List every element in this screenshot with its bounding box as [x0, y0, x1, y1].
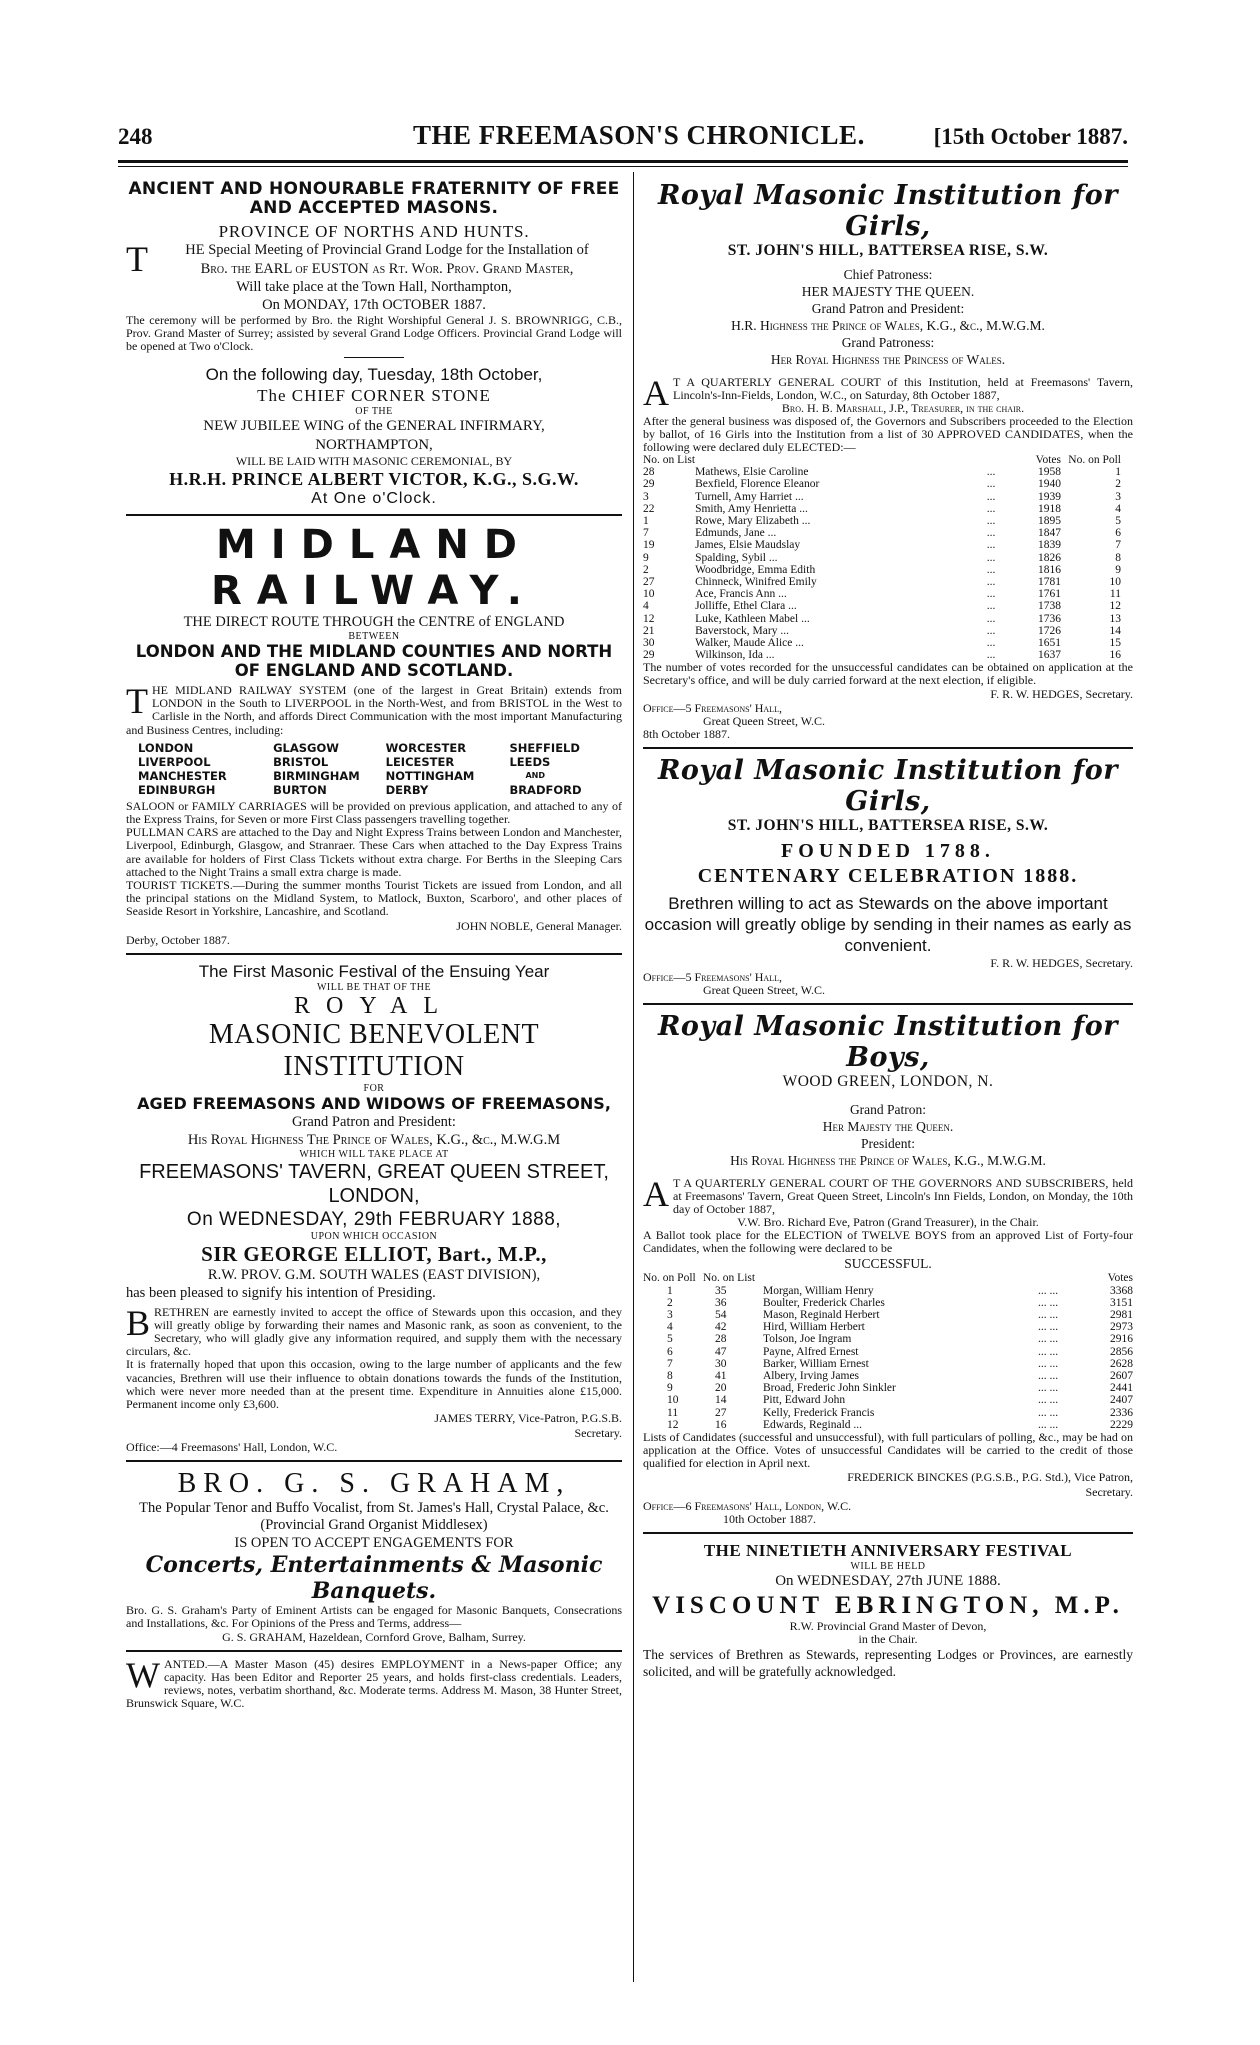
girls-address: ST. JOHN'S HILL, BATTERSEA RISE, S.W.	[727, 817, 1049, 835]
organist-line: (Provincial Grand Organist Middlesex)	[260, 1517, 488, 1534]
right-column	[643, 180, 1133, 1680]
masthead-rule-thin	[118, 166, 1128, 167]
table-row: 4 42 Hird, William Herbert ... ... 2973	[667, 1321, 1133, 1334]
city: AND	[525, 770, 545, 780]
between: BETWEEN	[348, 631, 400, 642]
section-rule	[126, 953, 622, 955]
section-rule	[126, 514, 622, 516]
quarterly-court: A T A QUARTERLY GENERAL COURT OF THE GOVERNORS AND SUBSCRIBERS, held at Freemasons' Tavern, Great Queen Street, Lincoln's Inn Fields, London, on Monday, the 10th day of October 1887,	[643, 1174, 1133, 1217]
short-rule	[344, 357, 404, 358]
drop-cap: A	[643, 1174, 669, 1215]
general-manager: JOHN NOBLE, General Manager.	[456, 918, 622, 933]
stewards-text: BRETHREN are earnestly invited to accept the office of Stewards upon this occasion, and they will greatly oblige by forwarding their names and Masonic rank, as soon as convenient, to the Secretary, who will gladly give any information required, and supply them with the necessary circulars, &c.	[126, 1302, 622, 1359]
page-number: 248	[118, 124, 153, 149]
table-row: 19 James, Elsie Maudslay ... 1839 7	[643, 539, 1121, 552]
james-terry: JAMES TERRY, Vice-Patron, P.G.S.B.	[434, 1411, 622, 1426]
office-line: Office—6 Freemasons' Hall, London, W.C.	[643, 1499, 852, 1514]
jubilee-wing: NEW JUBILEE WING of the GENERAL INFIRMARY,	[203, 418, 545, 434]
header-no-on-poll: No. on Poll	[643, 1272, 696, 1285]
prince-of-wales: His Royal Highness The Prince of Wales, K.G., &c., M.W.G.M	[187, 1131, 561, 1148]
midland-railway-ad	[126, 522, 622, 947]
party-text: Bro. G. S. Graham's Party of Eminent Artists can be engaged for Masonic Banquets, Consecrations and Installations, &c. For Opinions of the Press and Terms, address—	[126, 1603, 622, 1631]
secretary-label: Secretary.	[1085, 1485, 1133, 1500]
presiding: has been pleased to signify his intention of Presiding.	[126, 1284, 436, 1301]
city: BIRMINGHAM	[273, 768, 360, 783]
boys-election-table	[643, 1272, 1133, 1431]
city: MANCHESTER	[138, 768, 227, 783]
election-text: After the general business was disposed of, the Governors and Subscribers proceeded to the Election by ballot, of 16 Girls into the Institution from a list of 30 APPROVED CANDIDATES, when the following were declared duly ELECTED:—	[643, 414, 1133, 454]
girls-election-table	[643, 454, 1133, 661]
boys-address: WOOD GREEN, LONDON, N.	[782, 1073, 994, 1091]
section-rule	[126, 1460, 622, 1462]
table-row: 10 Ace, Francis Ann ... ... 1761 11	[643, 588, 1121, 601]
anniversary-date: On WEDNESDAY, 27th JUNE 1888.	[775, 1573, 1001, 1590]
table-row: 3 54 Mason, Reginald Herbert ... ... 2981	[667, 1309, 1133, 1322]
drop-cap: T	[126, 239, 148, 279]
festival-date: On WEDNESDAY, 29th FEBRUARY 1888,	[186, 1208, 562, 1230]
hedges-signature: F. R. W. HEDGES, Secretary.	[990, 687, 1133, 702]
viscount-ebrington: VISCOUNT EBRINGTON, M.P.	[652, 1592, 1124, 1620]
her-majesty: Her Majesty the Queen.	[822, 1119, 954, 1135]
city-grid	[138, 741, 622, 797]
boys-institution-title: Royal Masonic Institution for Boys,	[657, 1011, 1118, 1074]
office-address: Office:—4 Freemasons' Hall, London, W.C.	[126, 1440, 338, 1455]
graham-name: BRO. G. S. GRAHAM,	[177, 1468, 571, 1500]
first-festival: The First Masonic Festival of the Ensuing Year	[198, 961, 550, 981]
london-midland-heading: LONDON AND THE MIDLAND COUNTIES AND NORTH OF ENGLAND AND SCOTLAND.	[135, 642, 613, 680]
table-header	[643, 454, 1133, 466]
table-row: 7 30 Barker, William Ernest ... ... 2628	[667, 1357, 1133, 1370]
chief-patroness-label: Chief Patroness:	[843, 267, 933, 282]
drop-cap: A	[643, 373, 669, 413]
meeting-place: Will take place at the Town Hall, Northampton,	[236, 279, 512, 295]
hedges-signature: F. R. W. HEDGES, Secretary.	[990, 956, 1133, 971]
girls-centenary-notice	[643, 755, 1133, 997]
unsuccessful-note: The number of votes recorded for the unsuccessful candidates can be obtained on application at the Secretary's office, and will be duly carried forward at the next election, if eligible.	[643, 660, 1133, 688]
section-rule	[643, 747, 1133, 749]
meeting-intro: T HE Special Meeting of Provincial Grand Lodge for the Installation of	[126, 239, 589, 279]
grand-patroness-label: Grand Patroness:	[841, 335, 935, 350]
of-the: OF THE	[355, 406, 393, 417]
city: LEICESTER	[385, 754, 455, 769]
fraternity-notice	[126, 180, 622, 508]
laid-by: WILL BE LAID WITH MASONIC CEREMONIAL, BY	[235, 454, 513, 468]
ballot-text: A Ballot took place for the ELECTION of TWELVE BOYS from an approved List of Forty-four Candidates, when the following were declared to be	[643, 1228, 1133, 1256]
city: BRADFORD	[509, 782, 582, 797]
stewards-services: The services of Brethren as Stewards, representing Lodges or Provinces, are earnestly solicited, and will be gratefully acknowledged.	[643, 1647, 1133, 1680]
devon-line: R.W. Provincial Grand Master of Devon,	[789, 1619, 987, 1634]
tenor-line: The Popular Tenor and Buffo Vocalist, from St. James's Hall, Crystal Palace, &c.	[139, 1500, 609, 1517]
table-row: 3 Turnell, Amy Harriet ... ... 1939 3	[643, 490, 1121, 503]
northampton: NORTHAMPTON,	[315, 437, 433, 453]
fraternity-heading: ANCIENT AND HONOURABLE FRATERNITY OF FREE AND ACCEPTED MASONS.	[128, 179, 620, 218]
masthead-rule	[118, 160, 1128, 163]
table-row: 29 Wilkinson, Ida ... ... 1637 16	[643, 649, 1121, 662]
pullman-text: PULLMAN CARS are attached to the Day and Night Express Trains between London and Manchester, Liverpool, Edinburgh, Glasgow, and Stranraer. These Cars when attached to the Day Express Trains are available for holders of First Class Tickets without extra charge. For Berths in the Sleeping Cars attached to the Night Trains a small extra charge is made.	[126, 825, 622, 879]
saloon-text: SALOON or FAMILY CARRIAGES will be provided on previous application, and attached to any of the Express Trains, for Seven or more First Class passengers travelling together.	[126, 798, 622, 827]
city: WORCESTER	[385, 740, 467, 755]
ceremony-text: The ceremony will be performed by Bro. the Right Worshipful General J. S. BROWNRIGG, C.B., Prov. Grand Master of Surrey; assisted by several Grand Lodge Officers. Provincial Grand Lodge will be opened at Two o'Clock.	[126, 313, 622, 353]
prince-albert-victor: H.R.H. PRINCE ALBERT VICTOR, K.G., S.G.W.	[169, 469, 579, 489]
table-row: 2 36 Boulter, Frederick Charles ... ... 3151	[667, 1296, 1133, 1309]
table-row: 2 Woodbridge, Emma Edith ... 1816 9	[643, 563, 1121, 576]
table-row: 12 Luke, Kathleen Mabel ... ... 1736 13	[643, 612, 1121, 625]
prince-of-wales: H.R. Highness the Prince of Wales, K.G., &c., M.W.G.M.	[731, 318, 1045, 333]
table-row: 4 Jolliffe, Ethel Clara ... ... 1738 12	[643, 600, 1121, 613]
girls-address: ST. JOHN'S HILL, BATTERSEA RISE, S.W.	[727, 242, 1049, 259]
city: BRISTOL	[273, 754, 329, 769]
boys-institution-notice	[643, 1011, 1133, 1526]
city: LIVERPOOL	[138, 754, 211, 769]
drop-cap: W	[126, 1654, 160, 1695]
president-label: President:	[861, 1136, 915, 1152]
candidate-lists: Lists of Candidates (successful and unsuccessful), with full particulars of polling, &c., may be had on application at the Office. Votes of unsuccessful Candidates will be carried to the credit of those qualified for election in April next.	[643, 1430, 1133, 1471]
girls-institution-title: Royal Masonic Institution for Girls,	[657, 755, 1118, 818]
section-rule	[643, 1532, 1133, 1534]
drop-cap: B	[126, 1302, 151, 1343]
table-row: 9 Spalding, Sybil ... ... 1826 8	[643, 551, 1121, 564]
office-street: Great Queen Street, W.C.	[703, 983, 825, 998]
table-row: 9 20 Broad, Frederic John Sinkler ... ... 2441	[667, 1382, 1133, 1395]
treasurer-chair: Bro. H. B. Marshall, J.P., Treasurer, in the chair.	[781, 401, 1025, 415]
graham-address: G. S. GRAHAM, Hazeldean, Cornford Grove, Balham, Surrey.	[222, 1629, 526, 1644]
drop-cap: T	[126, 681, 148, 721]
stewards-appeal: Brethren willing to act as Stewards on the above important occasion will greatly oblige by sending in their names as early as convenient.	[644, 894, 1132, 956]
direct-route: THE DIRECT ROUTE THROUGH the CENTRE of ENGLAND	[183, 614, 565, 630]
founded-1788: FOUNDED 1788.	[781, 840, 995, 863]
notice-date: 8th October 1887.	[643, 727, 730, 742]
table-header	[643, 1272, 1133, 1284]
table-row: 5 28 Tolson, Joe Ingram ... ... 2916	[667, 1333, 1133, 1346]
anniversary-title: THE NINETIETH ANNIVERSARY FESTIVAL	[703, 1541, 1073, 1561]
header-no-on-list: No. on List	[703, 1272, 756, 1285]
city: BURTON	[273, 782, 327, 797]
city: SHEFFIELD	[509, 740, 580, 755]
table-row: 30 Walker, Maude Alice ... ... 1651 15	[643, 637, 1121, 650]
province-heading: PROVINCE OF NORTHS AND HUNTS.	[218, 222, 530, 241]
for: FOR	[363, 1082, 385, 1094]
section-rule	[643, 1003, 1133, 1005]
city: NOTTINGHAM	[385, 768, 475, 783]
tourist-text: TOURIST TICKETS.—During the summer months Tourist Tickets are issued from London, and all the principal stations on the Midland System, to Matlock, Buxton, Scarboro', and other places of Seaside Resort in Yorkshire, Lancashire, and Scotland.	[126, 878, 622, 919]
quarterly-court: A T A QUARTERLY GENERAL COURT of this Institution, held at Freemasons' Tavern, Lincoln's-Inn-Fields, London, W.C., on Saturday, 8th October 1887,	[643, 373, 1133, 413]
concerts-heading: Concerts, Entertainments & Masonic Banquets.	[145, 1552, 603, 1605]
table-row: 12 16 Edwards, Reginald ... ... ... 2229	[667, 1418, 1133, 1431]
office-street: Great Queen Street, W.C.	[703, 714, 825, 729]
city: LONDON	[138, 740, 194, 755]
following-day: On the following day, Tuesday, 18th October,	[205, 365, 543, 384]
table-row: 27 Chinneck, Winifred Emily ... 1781 10	[643, 576, 1121, 589]
notice-date: 10th October 1887.	[723, 1512, 816, 1527]
benevolent-institution: MASONIC BENEVOLENT INSTITUTION	[208, 1018, 540, 1082]
city: GLASGOW	[273, 740, 339, 755]
wanted-ad	[126, 1654, 622, 1711]
midland-title: MIDLAND RAILWAY.	[210, 522, 537, 614]
in-the-chair: in the Chair.	[858, 1632, 918, 1647]
meeting-date: On MONDAY, 17th OCTOBER 1887.	[262, 297, 486, 313]
girls-institution-title: Royal Masonic Institution for Girls,	[657, 180, 1118, 242]
girls-election-notice	[643, 180, 1133, 741]
binckes-signature: FREDERICK BINCKES (P.G.S.B., P.G. Std.), Vice Patron,	[847, 1470, 1133, 1485]
aged-freemasons: AGED FREEMASONS AND WIDOWS OF FREEMASONS,	[137, 1093, 611, 1113]
engagements-line: IS OPEN TO ACCEPT ENGAGEMENTS FOR	[234, 1535, 514, 1552]
office-line: Office—5 Freemasons' Hall,	[643, 970, 782, 985]
her-majesty: HER MAJESTY THE QUEEN.	[801, 284, 975, 299]
donations-text: It is fraternally hoped that upon this occasion, owing to the large number of applicants and the few vacancies, Brethren will use their influence to obtain donations towards the funds of the Institution, which were never more needed than at the present time. Expenditure in Annuities alone £15,000. Permanent income only £3,600.	[126, 1357, 622, 1412]
issue-date: [15th October 1887.	[933, 124, 1128, 149]
prince-of-wales: His Royal Highness the Prince of Wales, K.G., M.W.G.M.	[730, 1153, 1046, 1169]
left-column	[126, 180, 622, 1710]
freemasons-tavern: FREEMASONS' TAVERN, GREAT QUEEN STREET, LONDON,	[139, 1160, 609, 1207]
table-row: 7 Edmunds, Jane ... ... 1847 6	[643, 527, 1121, 540]
graham-ad	[126, 1468, 622, 1643]
masthead	[118, 120, 1128, 156]
table-row: 1 Rowe, Mary Elizabeth ... ... 1895 5	[643, 515, 1121, 528]
will-be-that-of: WILL BE THAT OF THE	[316, 981, 432, 993]
benevolent-ad	[126, 961, 622, 1455]
royal-heading: ROYAL	[293, 992, 454, 1019]
city: EDINBURGH	[138, 782, 216, 797]
table-row: 6 47 Payne, Alfred Ernest ... ... 2856	[667, 1345, 1133, 1358]
column-divider	[633, 172, 634, 1982]
table-row: 28 Mathews, Elsie Caroline ... 1958 1	[643, 466, 1121, 479]
page-title: THE FREEMASON'S CHRONICLE.	[413, 120, 865, 150]
wanted-text: WANTED.—A Master Mason (45) desires EMPLOYMENT in a News-paper Office; any capacity. Has been Editor and Reporter 25 years, and holds first-class credentials. Leaders, reviews, notes, verbatim shorthand, &c. Moderate terms. Address M. Mason, 38 Hunter Street, Brunswick Square, W.C.	[126, 1654, 622, 1711]
corner-stone: The CHIEF CORNER STONE	[257, 386, 491, 405]
sir-george-elliot: SIR GEORGE ELLIOT, Bart., M.P.,	[201, 1241, 547, 1266]
one-oclock: At One o'Clock.	[311, 490, 437, 507]
table-row: 29 Bexfield, Florence Eleanor ... 1940 2	[643, 478, 1121, 491]
table-row: 8 41 Albery, Irving James ... ... 2607	[667, 1370, 1133, 1383]
which-will-take-place: WHICH WILL TAKE PLACE AT	[299, 1148, 449, 1160]
secretary-label: Secretary.	[574, 1426, 622, 1441]
anniversary-festival	[643, 1540, 1133, 1680]
header-no-on-list: No. on List	[643, 454, 696, 466]
header-votes: Votes	[1107, 1272, 1133, 1285]
table-row: 11 27 Kelly, Frederick Francis ... ... 2336	[667, 1406, 1133, 1419]
city: DERBY	[385, 782, 429, 797]
system-text: THE MIDLAND RAILWAY SYSTEM (one of the largest in Great Britain) extends from LONDON in the South to LIVERPOOL in the North-West, and from BRISTOL in the West to Carlisle in the North, and affords Direct Communication with the most important Manufacturing and Business Centres, including:	[126, 681, 622, 737]
grand-patron-label: Grand Patron and President:	[292, 1113, 456, 1130]
derby-dateline: Derby, October 1887.	[126, 932, 230, 947]
header-no-on-poll: No. on Poll	[1068, 454, 1121, 466]
south-wales: R.W. PROV. G.M. SOUTH WALES (EAST DIVISION),	[207, 1266, 541, 1283]
grand-master-line: Bro. the EARL of EUSTON as Rt. Wor. Prov. Grand Master,	[200, 261, 574, 277]
office-line: Office—5 Freemasons' Hall,	[643, 701, 782, 716]
city: LEEDS	[509, 754, 551, 769]
upon-which: UPON WHICH OCCASION	[310, 1230, 438, 1242]
table-row: 22 Smith, Amy Henrietta ... ... 1918 4	[643, 502, 1121, 515]
grand-patron-label: Grand Patron and President:	[811, 301, 965, 316]
table-row: 10 14 Pitt, Edward John ... ... 2407	[667, 1394, 1133, 1407]
table-row: 21 Baverstock, Mary ... ... 1726 14	[643, 624, 1121, 637]
eve-chair: V.W. Bro. Richard Eve, Patron (Grand Treasurer), in the Chair.	[737, 1215, 1039, 1230]
table-row: 1 35 Morgan, William Henry ... ... 3368	[667, 1284, 1133, 1297]
princess-of-wales: Her Royal Highness the Princess of Wales.	[770, 352, 1006, 367]
grand-patron-label: Grand Patron:	[849, 1102, 927, 1118]
section-rule	[126, 1650, 622, 1652]
will-be-held: WILL BE HELD	[850, 1561, 926, 1573]
centenary-celebration: CENTENARY CELEBRATION 1888.	[697, 865, 1079, 888]
successful-heading: SUCCESSFUL.	[844, 1256, 932, 1272]
header-votes: Votes	[1035, 454, 1061, 466]
